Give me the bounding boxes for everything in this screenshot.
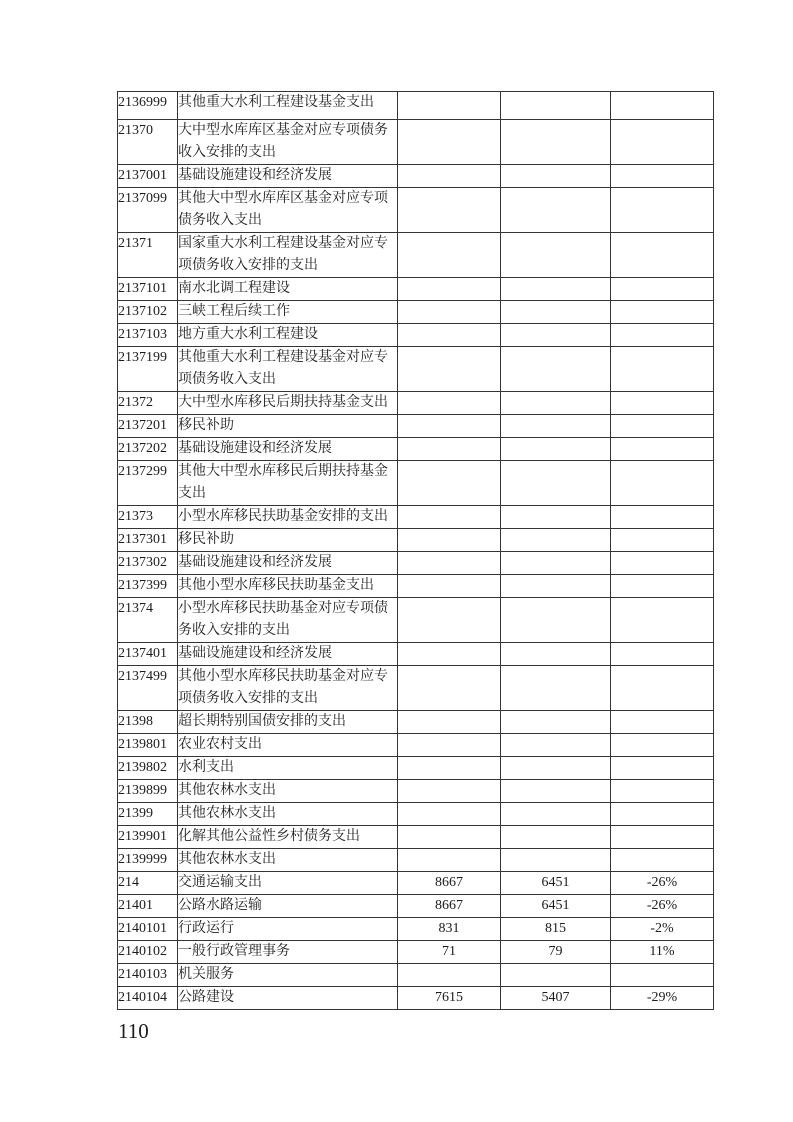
table-row bbox=[118, 188, 714, 233]
cell-code: 21401 bbox=[118, 895, 178, 918]
cell-code: 21370 bbox=[118, 120, 178, 165]
cell-code: 21373 bbox=[118, 506, 178, 529]
table-row bbox=[118, 780, 714, 803]
cell-item-name: 其他大中型水库库区基金对应专项债务收入支出 bbox=[178, 188, 398, 233]
table-row bbox=[118, 347, 714, 392]
cell-value-2: 5407 bbox=[501, 987, 611, 1010]
cell-change-pct bbox=[611, 415, 714, 438]
cell-change-pct bbox=[611, 301, 714, 324]
cell-value-1 bbox=[398, 120, 501, 165]
cell-value-2 bbox=[501, 643, 611, 666]
table-row bbox=[118, 438, 714, 461]
cell-value-1 bbox=[398, 347, 501, 392]
table-row bbox=[118, 849, 714, 872]
cell-code: 2140102 bbox=[118, 941, 178, 964]
table-row bbox=[118, 666, 714, 711]
cell-item-name: 交通运输支出 bbox=[178, 872, 398, 895]
cell-value-2 bbox=[501, 392, 611, 415]
cell-code: 2140103 bbox=[118, 964, 178, 987]
cell-value-2 bbox=[501, 552, 611, 575]
cell-code: 2140101 bbox=[118, 918, 178, 941]
cell-change-pct bbox=[611, 643, 714, 666]
cell-change-pct bbox=[611, 278, 714, 301]
cell-item-name: 其他农林水支出 bbox=[178, 849, 398, 872]
table-row bbox=[118, 757, 714, 780]
cell-item-name: 其他农林水支出 bbox=[178, 780, 398, 803]
cell-code: 2139802 bbox=[118, 757, 178, 780]
cell-item-name: 基础设施建设和经济发展 bbox=[178, 552, 398, 575]
cell-value-1 bbox=[398, 506, 501, 529]
cell-change-pct bbox=[611, 92, 714, 120]
cell-value-1: 8667 bbox=[398, 872, 501, 895]
cell-value-1 bbox=[398, 233, 501, 278]
cell-change-pct: -29% bbox=[611, 987, 714, 1010]
cell-change-pct bbox=[611, 165, 714, 188]
table-row bbox=[118, 461, 714, 506]
cell-code: 21372 bbox=[118, 392, 178, 415]
table-body bbox=[118, 92, 714, 1010]
cell-value-1 bbox=[398, 438, 501, 461]
cell-item-name: 大中型水库移民后期扶持基金支出 bbox=[178, 392, 398, 415]
cell-item-name: 公路水路运输 bbox=[178, 895, 398, 918]
cell-change-pct bbox=[611, 529, 714, 552]
cell-value-1 bbox=[398, 964, 501, 987]
cell-change-pct bbox=[611, 757, 714, 780]
cell-code: 2137301 bbox=[118, 529, 178, 552]
cell-code: 2137499 bbox=[118, 666, 178, 711]
cell-value-2 bbox=[501, 529, 611, 552]
table-row bbox=[118, 987, 714, 1010]
cell-code: 214 bbox=[118, 872, 178, 895]
cell-change-pct bbox=[611, 780, 714, 803]
cell-change-pct bbox=[611, 120, 714, 165]
cell-code: 2137101 bbox=[118, 278, 178, 301]
cell-value-2 bbox=[501, 849, 611, 872]
table-row bbox=[118, 529, 714, 552]
cell-value-2 bbox=[501, 757, 611, 780]
table-row bbox=[118, 415, 714, 438]
cell-value-1: 71 bbox=[398, 941, 501, 964]
cell-value-2 bbox=[501, 598, 611, 643]
cell-value-1 bbox=[398, 780, 501, 803]
cell-item-name: 机关服务 bbox=[178, 964, 398, 987]
cell-value-2 bbox=[501, 324, 611, 347]
table-row bbox=[118, 120, 714, 165]
cell-change-pct bbox=[611, 711, 714, 734]
table-row bbox=[118, 826, 714, 849]
cell-value-2: 815 bbox=[501, 918, 611, 941]
cell-change-pct bbox=[611, 506, 714, 529]
cell-value-1 bbox=[398, 92, 501, 120]
cell-change-pct bbox=[611, 188, 714, 233]
cell-value-2 bbox=[501, 780, 611, 803]
cell-item-name: 农业农村支出 bbox=[178, 734, 398, 757]
cell-value-2 bbox=[501, 165, 611, 188]
cell-item-name: 一般行政管理事务 bbox=[178, 941, 398, 964]
cell-change-pct bbox=[611, 826, 714, 849]
table-row bbox=[118, 165, 714, 188]
cell-value-1 bbox=[398, 734, 501, 757]
cell-change-pct bbox=[611, 575, 714, 598]
cell-item-name: 其他大中型水库移民后期扶持基金支出 bbox=[178, 461, 398, 506]
cell-item-name: 化解其他公益性乡村债务支出 bbox=[178, 826, 398, 849]
cell-change-pct bbox=[611, 598, 714, 643]
cell-item-name: 三峡工程后续工作 bbox=[178, 301, 398, 324]
cell-code: 21371 bbox=[118, 233, 178, 278]
cell-value-2 bbox=[501, 438, 611, 461]
table-row bbox=[118, 506, 714, 529]
cell-item-name: 基础设施建设和经济发展 bbox=[178, 643, 398, 666]
cell-change-pct bbox=[611, 392, 714, 415]
table-row bbox=[118, 964, 714, 987]
cell-code: 21398 bbox=[118, 711, 178, 734]
budget-table bbox=[117, 91, 714, 1010]
cell-code: 2139801 bbox=[118, 734, 178, 757]
cell-change-pct: 11% bbox=[611, 941, 714, 964]
cell-value-1 bbox=[398, 757, 501, 780]
cell-change-pct bbox=[611, 964, 714, 987]
cell-value-1: 7615 bbox=[398, 987, 501, 1010]
cell-value-2 bbox=[501, 461, 611, 506]
cell-value-1 bbox=[398, 849, 501, 872]
cell-change-pct bbox=[611, 347, 714, 392]
cell-code: 2137202 bbox=[118, 438, 178, 461]
table-row bbox=[118, 711, 714, 734]
cell-item-name: 其他重大水利工程建设基金对应专项债务收入支出 bbox=[178, 347, 398, 392]
cell-value-1 bbox=[398, 552, 501, 575]
table-row bbox=[118, 278, 714, 301]
cell-value-1 bbox=[398, 324, 501, 347]
cell-code: 2137099 bbox=[118, 188, 178, 233]
cell-value-1 bbox=[398, 415, 501, 438]
cell-code: 2137399 bbox=[118, 575, 178, 598]
cell-item-name: 基础设施建设和经济发展 bbox=[178, 438, 398, 461]
cell-value-1 bbox=[398, 803, 501, 826]
cell-code: 2137302 bbox=[118, 552, 178, 575]
cell-value-1 bbox=[398, 643, 501, 666]
cell-code: 2137299 bbox=[118, 461, 178, 506]
cell-value-2: 6451 bbox=[501, 872, 611, 895]
cell-item-name: 超长期特别国债安排的支出 bbox=[178, 711, 398, 734]
cell-change-pct: -26% bbox=[611, 872, 714, 895]
cell-value-2 bbox=[501, 415, 611, 438]
cell-item-name: 其他小型水库移民扶助基金对应专项债务收入安排的支出 bbox=[178, 666, 398, 711]
cell-value-1 bbox=[398, 188, 501, 233]
cell-value-1 bbox=[398, 826, 501, 849]
cell-value-1 bbox=[398, 392, 501, 415]
cell-change-pct bbox=[611, 849, 714, 872]
cell-item-name: 水利支出 bbox=[178, 757, 398, 780]
cell-change-pct: -2% bbox=[611, 918, 714, 941]
table-row bbox=[118, 392, 714, 415]
cell-code: 2139901 bbox=[118, 826, 178, 849]
cell-value-1 bbox=[398, 529, 501, 552]
cell-value-2 bbox=[501, 120, 611, 165]
cell-code: 2137103 bbox=[118, 324, 178, 347]
table-row bbox=[118, 941, 714, 964]
cell-value-2 bbox=[501, 711, 611, 734]
table-row bbox=[118, 324, 714, 347]
cell-item-name: 移民补助 bbox=[178, 415, 398, 438]
cell-code: 2137199 bbox=[118, 347, 178, 392]
cell-code: 2140104 bbox=[118, 987, 178, 1010]
cell-item-name: 地方重大水利工程建设 bbox=[178, 324, 398, 347]
table-row bbox=[118, 301, 714, 324]
cell-item-name: 行政运行 bbox=[178, 918, 398, 941]
cell-value-2: 79 bbox=[501, 941, 611, 964]
cell-code: 2137102 bbox=[118, 301, 178, 324]
cell-value-1 bbox=[398, 598, 501, 643]
cell-value-2 bbox=[501, 506, 611, 529]
cell-value-2 bbox=[501, 301, 611, 324]
cell-change-pct bbox=[611, 461, 714, 506]
cell-value-1: 8667 bbox=[398, 895, 501, 918]
cell-code: 2136999 bbox=[118, 92, 178, 120]
cell-value-1 bbox=[398, 575, 501, 598]
cell-value-2 bbox=[501, 575, 611, 598]
table-row bbox=[118, 643, 714, 666]
cell-value-1: 831 bbox=[398, 918, 501, 941]
cell-item-name: 其他农林水支出 bbox=[178, 803, 398, 826]
cell-code: 2137001 bbox=[118, 165, 178, 188]
cell-change-pct bbox=[611, 233, 714, 278]
cell-item-name: 大中型水库库区基金对应专项债务收入安排的支出 bbox=[178, 120, 398, 165]
cell-change-pct bbox=[611, 552, 714, 575]
cell-value-1 bbox=[398, 165, 501, 188]
cell-code: 21399 bbox=[118, 803, 178, 826]
cell-item-name: 其他重大水利工程建设基金支出 bbox=[178, 92, 398, 120]
cell-value-2 bbox=[501, 92, 611, 120]
cell-value-2 bbox=[501, 278, 611, 301]
table-row bbox=[118, 734, 714, 757]
cell-value-2 bbox=[501, 188, 611, 233]
cell-change-pct: -26% bbox=[611, 895, 714, 918]
cell-item-name: 其他小型水库移民扶助基金支出 bbox=[178, 575, 398, 598]
cell-item-name: 公路建设 bbox=[178, 987, 398, 1010]
cell-code: 2139899 bbox=[118, 780, 178, 803]
table-row bbox=[118, 552, 714, 575]
cell-value-1 bbox=[398, 711, 501, 734]
cell-change-pct bbox=[611, 803, 714, 826]
cell-item-name: 移民补助 bbox=[178, 529, 398, 552]
cell-code: 21374 bbox=[118, 598, 178, 643]
cell-value-1 bbox=[398, 666, 501, 711]
cell-change-pct bbox=[611, 438, 714, 461]
cell-value-2 bbox=[501, 826, 611, 849]
cell-value-2 bbox=[501, 734, 611, 757]
table-row bbox=[118, 598, 714, 643]
cell-change-pct bbox=[611, 734, 714, 757]
table-row bbox=[118, 92, 714, 120]
cell-value-2 bbox=[501, 666, 611, 711]
cell-value-2 bbox=[501, 964, 611, 987]
cell-value-1 bbox=[398, 301, 501, 324]
cell-item-name: 南水北调工程建设 bbox=[178, 278, 398, 301]
cell-code: 2137401 bbox=[118, 643, 178, 666]
cell-value-2 bbox=[501, 233, 611, 278]
cell-value-2 bbox=[501, 803, 611, 826]
cell-item-name: 小型水库移民扶助基金对应专项债务收入安排的支出 bbox=[178, 598, 398, 643]
cell-value-1 bbox=[398, 278, 501, 301]
cell-item-name: 小型水库移民扶助基金安排的支出 bbox=[178, 506, 398, 529]
cell-change-pct bbox=[611, 324, 714, 347]
cell-value-1 bbox=[398, 461, 501, 506]
cell-value-2: 6451 bbox=[501, 895, 611, 918]
cell-item-name: 基础设施建设和经济发展 bbox=[178, 165, 398, 188]
cell-change-pct bbox=[611, 666, 714, 711]
table-row bbox=[118, 803, 714, 826]
cell-code: 2139999 bbox=[118, 849, 178, 872]
cell-value-2 bbox=[501, 347, 611, 392]
table-row bbox=[118, 872, 714, 895]
cell-item-name: 国家重大水利工程建设基金对应专项债务收入安排的支出 bbox=[178, 233, 398, 278]
table-row bbox=[118, 895, 714, 918]
page-number: 110 bbox=[118, 1019, 149, 1043]
cell-code: 2137201 bbox=[118, 415, 178, 438]
table-row bbox=[118, 233, 714, 278]
table-row bbox=[118, 918, 714, 941]
table-row bbox=[118, 575, 714, 598]
